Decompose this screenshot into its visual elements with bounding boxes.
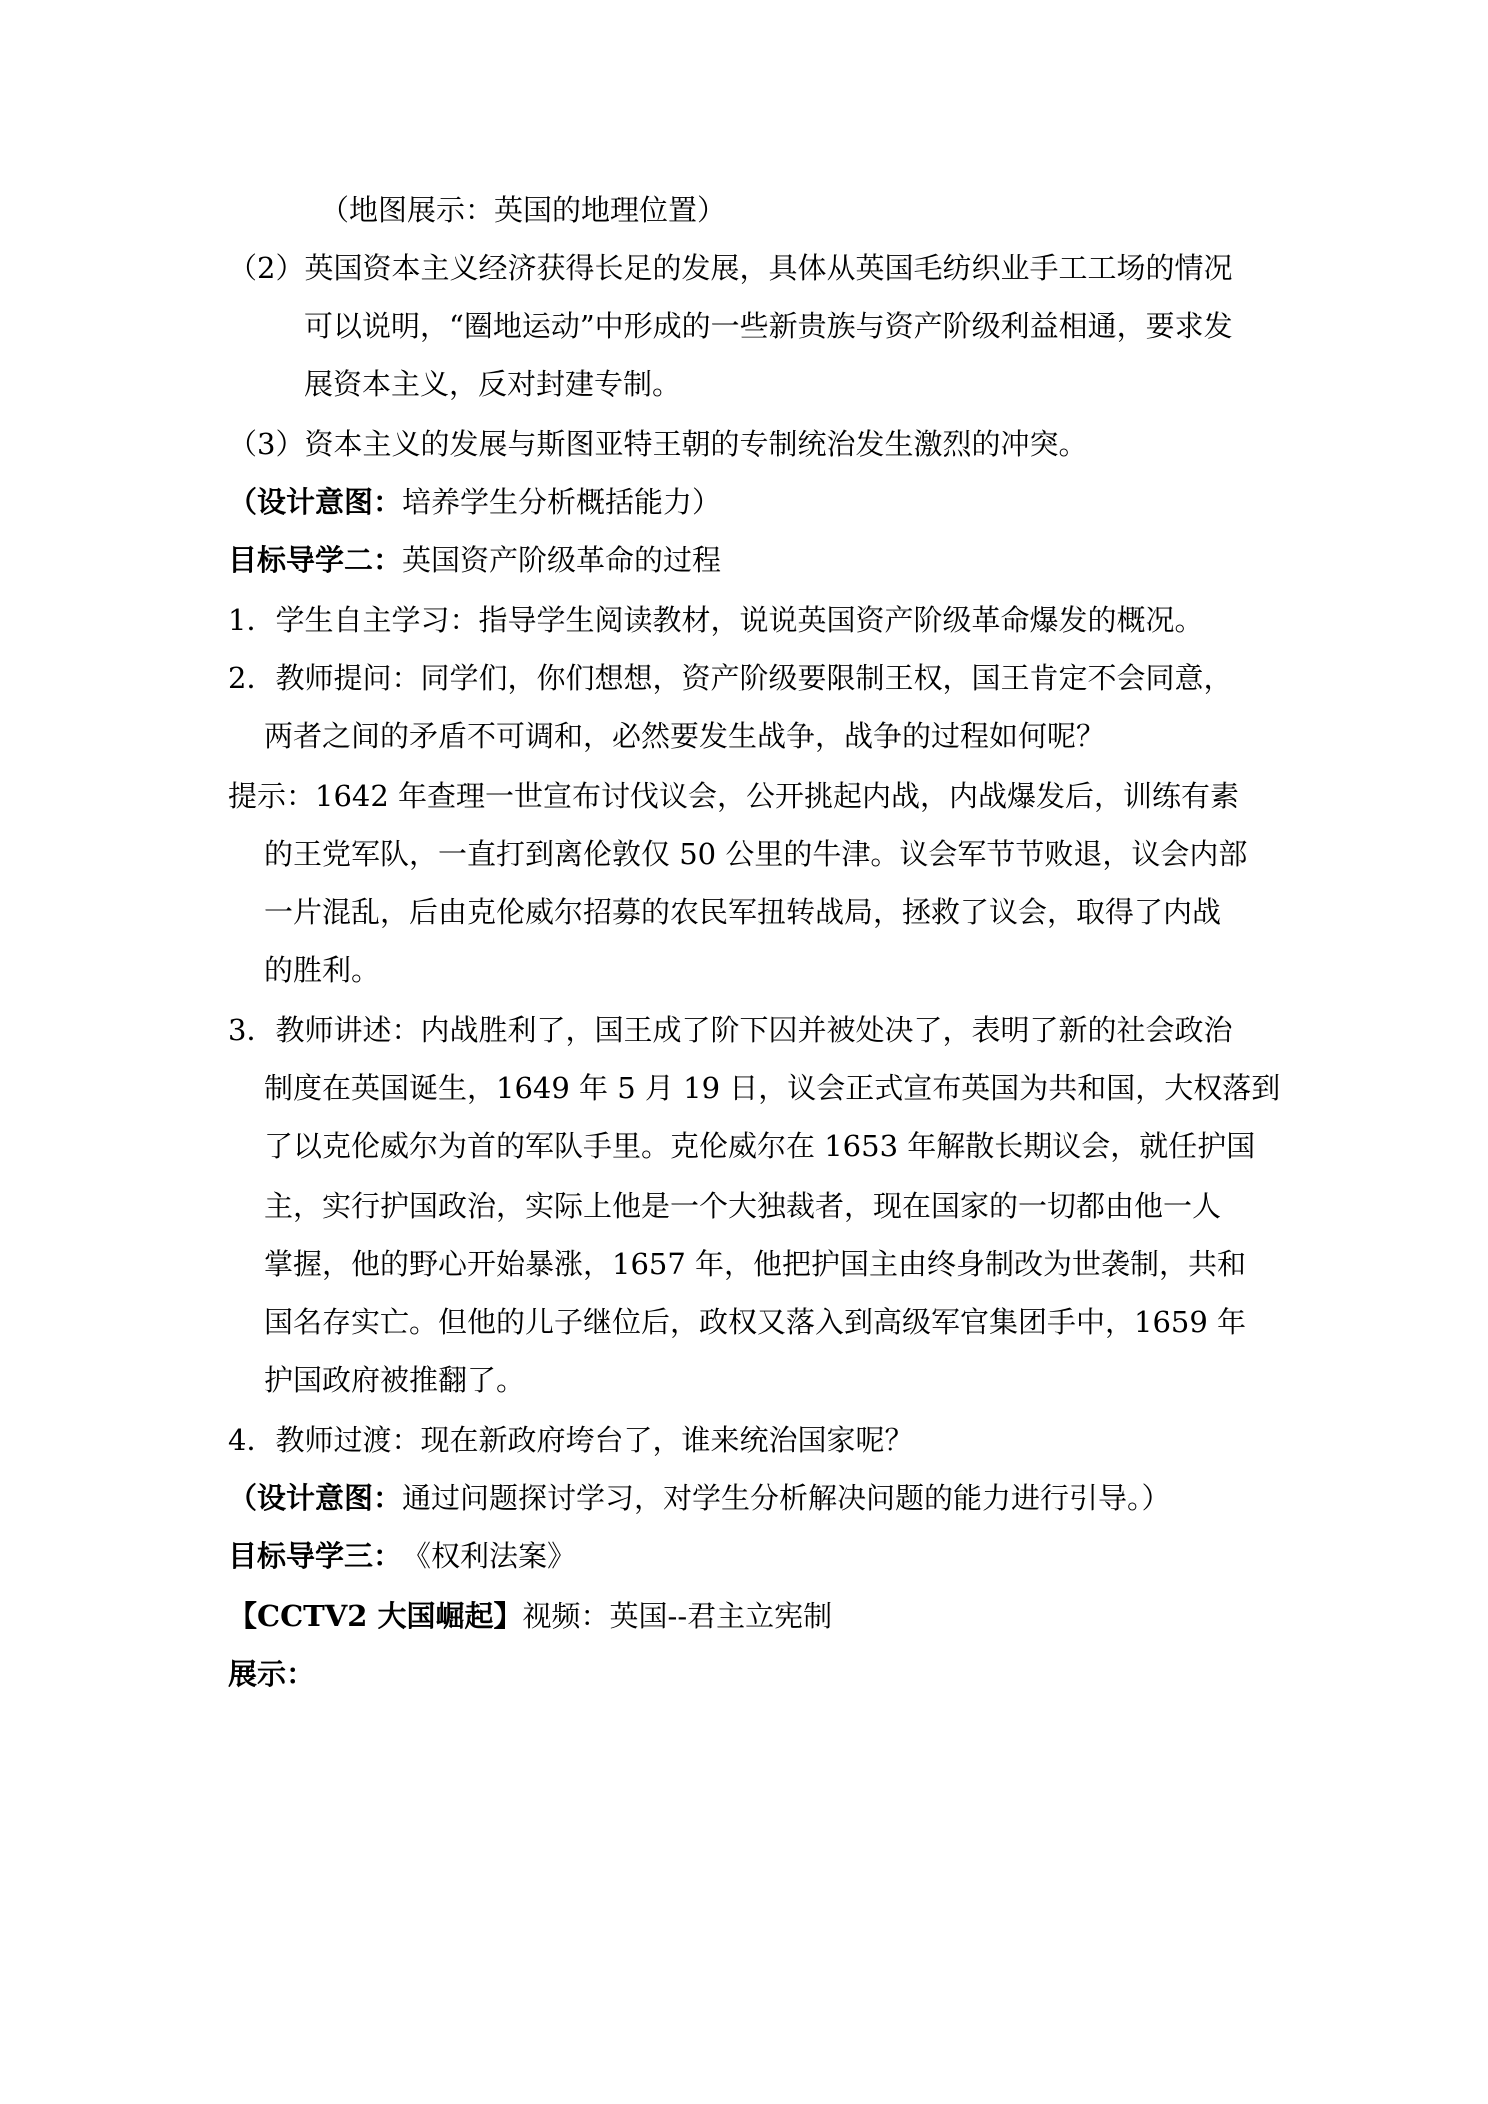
section-heading-2: 目标导学二：英国资产阶级革命的过程 — [228, 543, 722, 577]
video-line: 【CCTV2 大国崛起】视频：英国--君主立宪制 — [228, 1599, 833, 1633]
line-9: 2．教师提问：同学们，你们想想，资产阶级要限制王权，国王肯定不会同意， — [228, 661, 1233, 695]
design-intent-2: （设计意图：通过问题探讨学习，对学生分析解决问题的能力进行引导。） — [228, 1481, 1171, 1515]
line-17: 了以克伦威尔为首的军队手里。克伦威尔在 1653 年解散长期议会，就任护国 — [264, 1129, 1256, 1163]
line-19: 掌握，他的野心开始暴涨，1657 年，他把护国主由终身制改为世袭制，共和 — [264, 1247, 1247, 1281]
line-18: 主，实行护国政治，实际上他是一个大独裁者，现在国家的一切都由他一人 — [264, 1189, 1222, 1223]
display-label: 展示： — [228, 1657, 316, 1691]
line-22: 4．教师过渡：现在新政府垮台了，谁来统治国家呢？ — [228, 1423, 914, 1457]
section-heading-3: 目标导学三： 《权利法案》 — [228, 1539, 577, 1573]
line-1: （地图展示：英国的地理位置） — [320, 193, 727, 227]
line-20: 国名存实亡。但他的儿子继位后，政权又落入到高级军官集团手中，1659 年 — [264, 1305, 1247, 1339]
line-8: 1．学生自主学习：指导学生阅读教材，说说英国资产阶级革命爆发的概况。 — [228, 603, 1204, 637]
line-2: （2）英国资本主义经济获得长足的发展，具体从英国毛纺织业手工工场的情况 — [228, 251, 1233, 285]
line-13: 一片混乱，后由克伦威尔招募的农民军扭转战局，拯救了议会，取得了内战 — [264, 895, 1222, 929]
design-intent-1: （设计意图：培养学生分析概括能力） — [228, 485, 722, 519]
line-15: 3．教师讲述：内战胜利了，国王成了阶下囚并被处决了，表明了新的社会政治 — [228, 1013, 1233, 1047]
line-21: 护国政府被推翻了。 — [264, 1363, 526, 1397]
line-10: 两者之间的矛盾不可调和，必然要发生战争，战争的过程如何呢？ — [264, 719, 1106, 753]
line-4: 展资本主义，反对封建专制。 — [304, 367, 682, 401]
line-12: 的王党军队，一直打到离伦敦仅 50 公里的牛津。议会军节节败退，议会内部 — [264, 837, 1248, 871]
line-11: 提示：1642 年查理一世宣布讨伐议会，公开挑起内战，内战爆发后，训练有素 — [228, 779, 1240, 813]
line-3: 可以说明，“圈地运动”中形成的一些新贵族与资产阶级利益相通，要求发 — [304, 309, 1233, 343]
line-14: 的胜利。 — [264, 953, 381, 987]
line-16: 制度在英国诞生，1649 年 5 月 19 日，议会正式宣布英国为共和国，大权落到 — [264, 1071, 1281, 1105]
line-5: （3）资本主义的发展与斯图亚特王朝的专制统治发生激烈的冲突。 — [228, 427, 1088, 461]
